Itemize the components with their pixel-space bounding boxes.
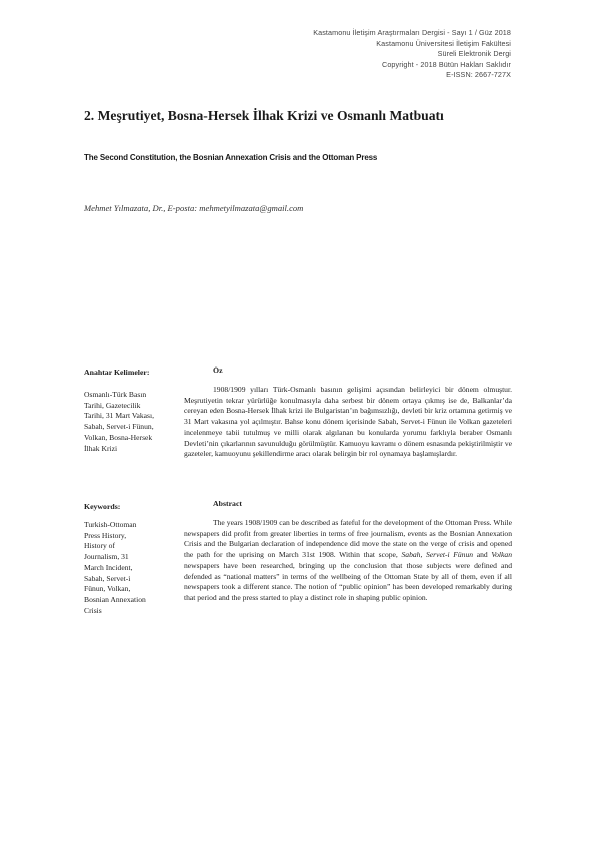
keyword-line: Crisis [84, 605, 102, 615]
journal-header [313, 28, 511, 81]
abstract-text-tr: 1908/1909 yılları Türk-Osmanlı basının gelişimi açısından belirleyici bir dönem olmuştur. Meşrutiyetin tekrar yürürlüğe konulmasıyla daha serbest bir dönem ortaya çıkmış ise de, Balkanlar’da cereyan eden Bosna-Hersek İlhak krizi ile Bulgaristan’ın bağımsızlığı, devleti bir kriz ortamına getirmiş ve 31 Mart vakasına yol açılmıştır. Bahse konu dönem içerisinde Sabah, Servet-i Fünun ile Volkan gazeteleri incelenmeye tabii tutulmuş ve milli olarak algılanan bu konularda yorumu farklıyla beraber Osmanlı Devleti’nin çıkarlarının savunulduğu görülmüştür. Kamuoyu kavramı o dönem esnasında pekiştirilmiştir ve gazeteler, kamuoyunu şekillendirme aracı olarak belirgin bir rol oynamaya başlamışlardır. [184, 385, 512, 459]
abstract-text-en-part: and [473, 550, 492, 560]
keywords-heading-tr: Anahtar Kelimeler: [84, 368, 150, 377]
keyword-line: Volkan, Bosna-Hersek [84, 432, 153, 442]
keyword-line: Turkish-Ottoman [84, 520, 137, 529]
keywords-heading-en: Keywords: [84, 502, 121, 511]
keyword-line: Sabah, Servet-i [84, 573, 131, 583]
keywords-list-en [84, 520, 176, 616]
journal-name: Kastamonu İletişim Araştırmaları Dergisi - Sayı 1 / Güz 2018 [313, 28, 511, 37]
keyword-line: Osmanlı-Türk Basın [84, 390, 147, 399]
keywords-list-tr [84, 390, 176, 454]
abstract-heading-en: Abstract [213, 499, 243, 508]
keyword-line: Tarihi, Gazetecilik [84, 400, 141, 410]
faculty-name: Kastamonu Üniversitesi İletişim Fakültesi [376, 38, 511, 48]
keyword-line: Journalism, 31 [84, 552, 129, 562]
author-line: Mehmet Yılmazata, Dr., E-posta: mehmetyilmazata@gmail.com [84, 203, 304, 213]
keyword-line: İlhak Krizi [84, 443, 118, 453]
keyword-line: March Incident, [84, 562, 133, 572]
abstract-newspaper-names: Sabah, Servet-i Fünun [401, 550, 474, 560]
keyword-line: Fünun, Volkan, [84, 584, 131, 594]
keyword-line: Press History, [84, 530, 127, 540]
issn-line: E-ISSN: 2667-727X [446, 70, 511, 79]
abstract-text-en [184, 518, 512, 604]
keyword-line: Bosnian Annexation [84, 594, 146, 604]
journal-type: Süreli Elektronik Dergi [437, 49, 511, 58]
abstract-text-en-part: newspapers have been researched, bringing up the conclusion that those subjects were defined and defended as “national matters” in terms of the wellbeing of the Ottoman State by all of them, even if all newspapers took a different stance. The notion of “public opinion” has been developed remarkably during that period and the press started to play a distinct role in shaping public opinion. [184, 560, 512, 602]
article-title: 2. Meşrutiyet, Bosna-Hersek İlhak Krizi ve Osmanlı Matbuatı [84, 108, 444, 123]
keyword-line: History of [84, 541, 116, 551]
keyword-line: Tarihi, 31 Mart Vakası, [84, 411, 154, 421]
keyword-line: Sabah, Servet-i Fünun, [84, 422, 154, 432]
article-subtitle-english: The Second Constitution, the Bosnian Annexation Crisis and the Ottoman Press [84, 153, 378, 162]
copyright-line: Copyright - 2018 Bütün Hakları Saklıdır [382, 59, 511, 69]
abstract-text-en-part: The years 1908/1909 can be described as fateful for the development of the Ottoman Press. While newspapers did profit from greater liberties in terms of free journalism, events as the Bosnian Annexation Crisis and the Bulgarian declaration of independence did move the state on the verge of crisis and opened the path for the uprising on March 31st 1908. Within that scope, [184, 518, 512, 560]
abstract-newspaper-volkan: Volkan [491, 550, 512, 560]
abstract-heading-tr: Öz [213, 366, 223, 375]
